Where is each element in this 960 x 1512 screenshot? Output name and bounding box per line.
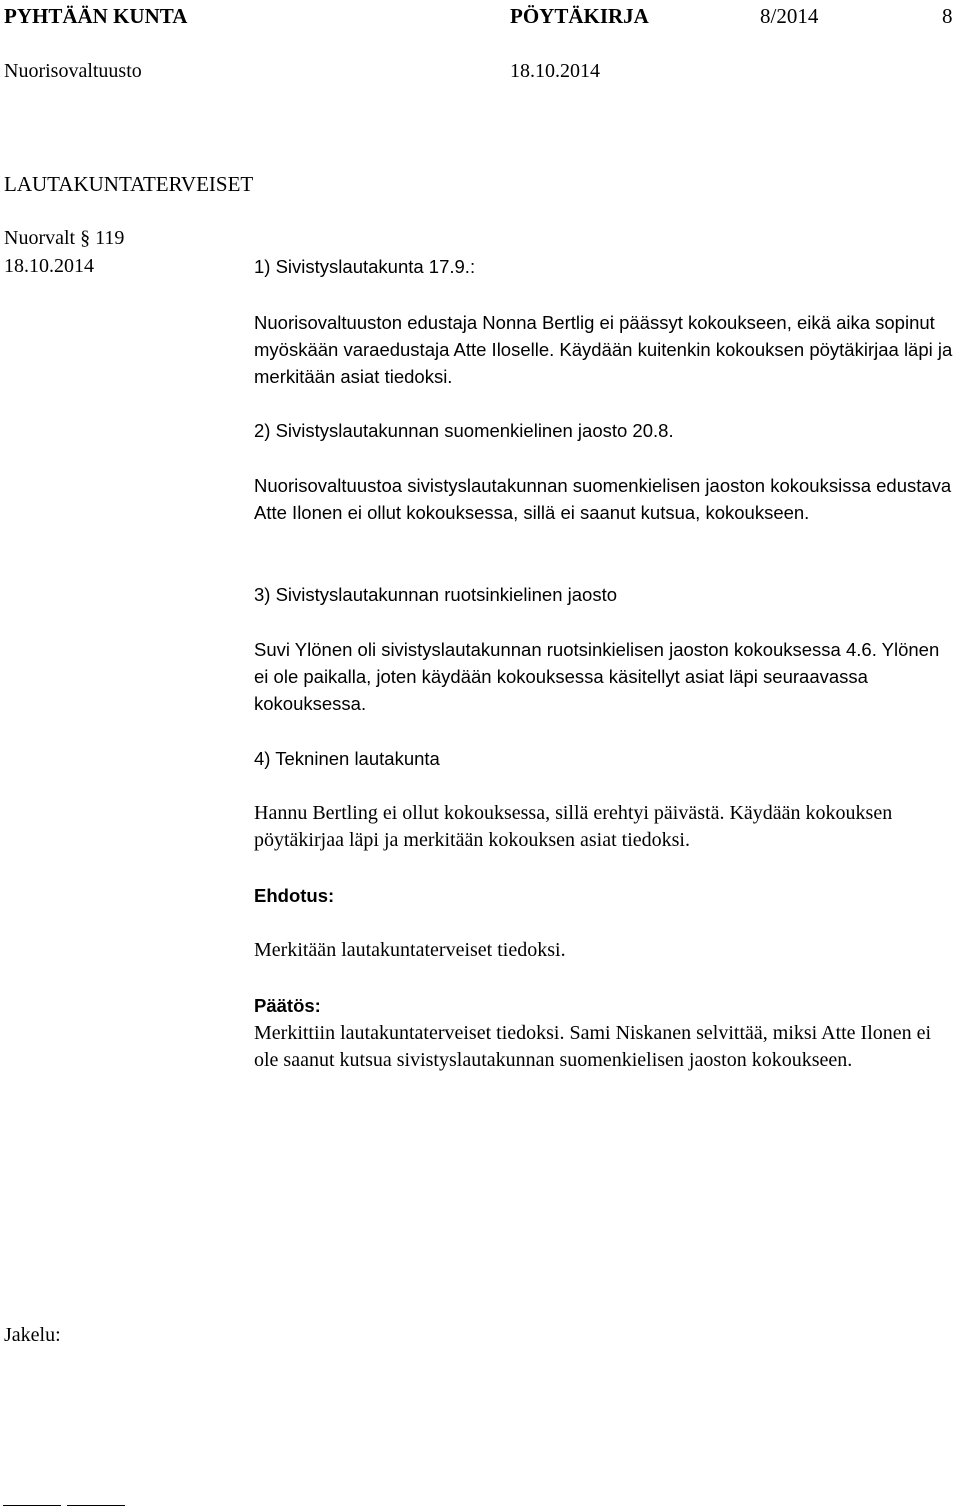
decision-label: Päätös: <box>254 995 321 1016</box>
reference-date: 18.10.2014 <box>4 255 94 277</box>
section-title: LAUTAKUNTATERVEISET <box>4 172 254 196</box>
paragraph-1-text: Nuorisovaltuuston edustaja Nonna Bertlig ei päässyt kokoukseen, eikä aika sopinut myöskään varaedustaja Atte Iloselle. Käydään kuitenkin kokouksen pöytäkirjaa läpi ja merkitään asiat tiedoksi. <box>254 312 953 387</box>
distribution-label: Jakelu: <box>4 1324 61 1346</box>
item-heading-3-text: 3) Sivistyslautakunnan ruotsinkielinen jaosto <box>254 584 618 605</box>
paragraph-1 <box>254 309 954 390</box>
paragraph-3 <box>254 636 954 717</box>
section-reference: Nuorvalt § 119 <box>4 227 125 249</box>
item-heading-3 <box>254 581 954 608</box>
item-heading-1: 1) Sivistyslautakunta 17.9.: <box>254 256 476 277</box>
document-type: PÖYTÄKIRJA <box>510 4 649 28</box>
paragraph-2-text: Nuorisovaltuustoa sivistyslautakunnan suomenkielisen jaoston kokouksissa edustava Atte Ilonen ei ollut kokouksessa, sillä ei saanut kutsua, kokoukseen. <box>254 475 952 523</box>
paragraph-2 <box>254 472 954 526</box>
paragraph-4-text: Hannu Bertling ei ollut kokouksessa, sillä erehtyi päivästä. Käydään kokouksen pöytäkirjaa läpi ja merkitään kokouksen asiat tiedoksi. <box>254 802 893 851</box>
proposal-label: Ehdotus: <box>254 885 335 906</box>
document-number: 8/2014 <box>760 4 819 28</box>
item-heading-4-text: 4) Tekninen lautakunta <box>254 748 440 769</box>
signature-line-left <box>3 1505 61 1506</box>
committee-name: Nuorisovaltuusto <box>4 60 142 82</box>
proposal-text: Merkitään lautakuntaterveiset tiedoksi. <box>254 939 566 961</box>
municipality-name: PYHTÄÄN KUNTA <box>4 4 188 28</box>
item-heading-2 <box>254 417 954 444</box>
decision-text <box>254 1020 954 1074</box>
paragraph-3-text: Suvi Ylönen oli sivistyslautakunnan ruotsinkielisen jaoston kokouksessa 4.6. Ylönen ei ole paikalla, joten käydään kokouksessa käsitellyt asiat läpi seuraavassa kokouksessa. <box>254 639 940 714</box>
item-heading-2-text: 2) Sivistyslautakunnan suomenkielinen jaosto 20.8. <box>254 420 674 441</box>
page-number: 8 <box>942 4 953 28</box>
item-heading-4 <box>254 745 954 772</box>
signature-line-right <box>67 1505 125 1506</box>
meeting-date: 18.10.2014 <box>510 60 600 82</box>
paragraph-4 <box>254 800 954 854</box>
decision-text-content: Merkittiin lautakuntaterveiset tiedoksi. Sami Niskanen selvittää, miksi Atte Ilonen ei ole saanut kutsua sivistyslautakunnan suomenkielisen jaoston kokoukseen. <box>254 1022 932 1071</box>
